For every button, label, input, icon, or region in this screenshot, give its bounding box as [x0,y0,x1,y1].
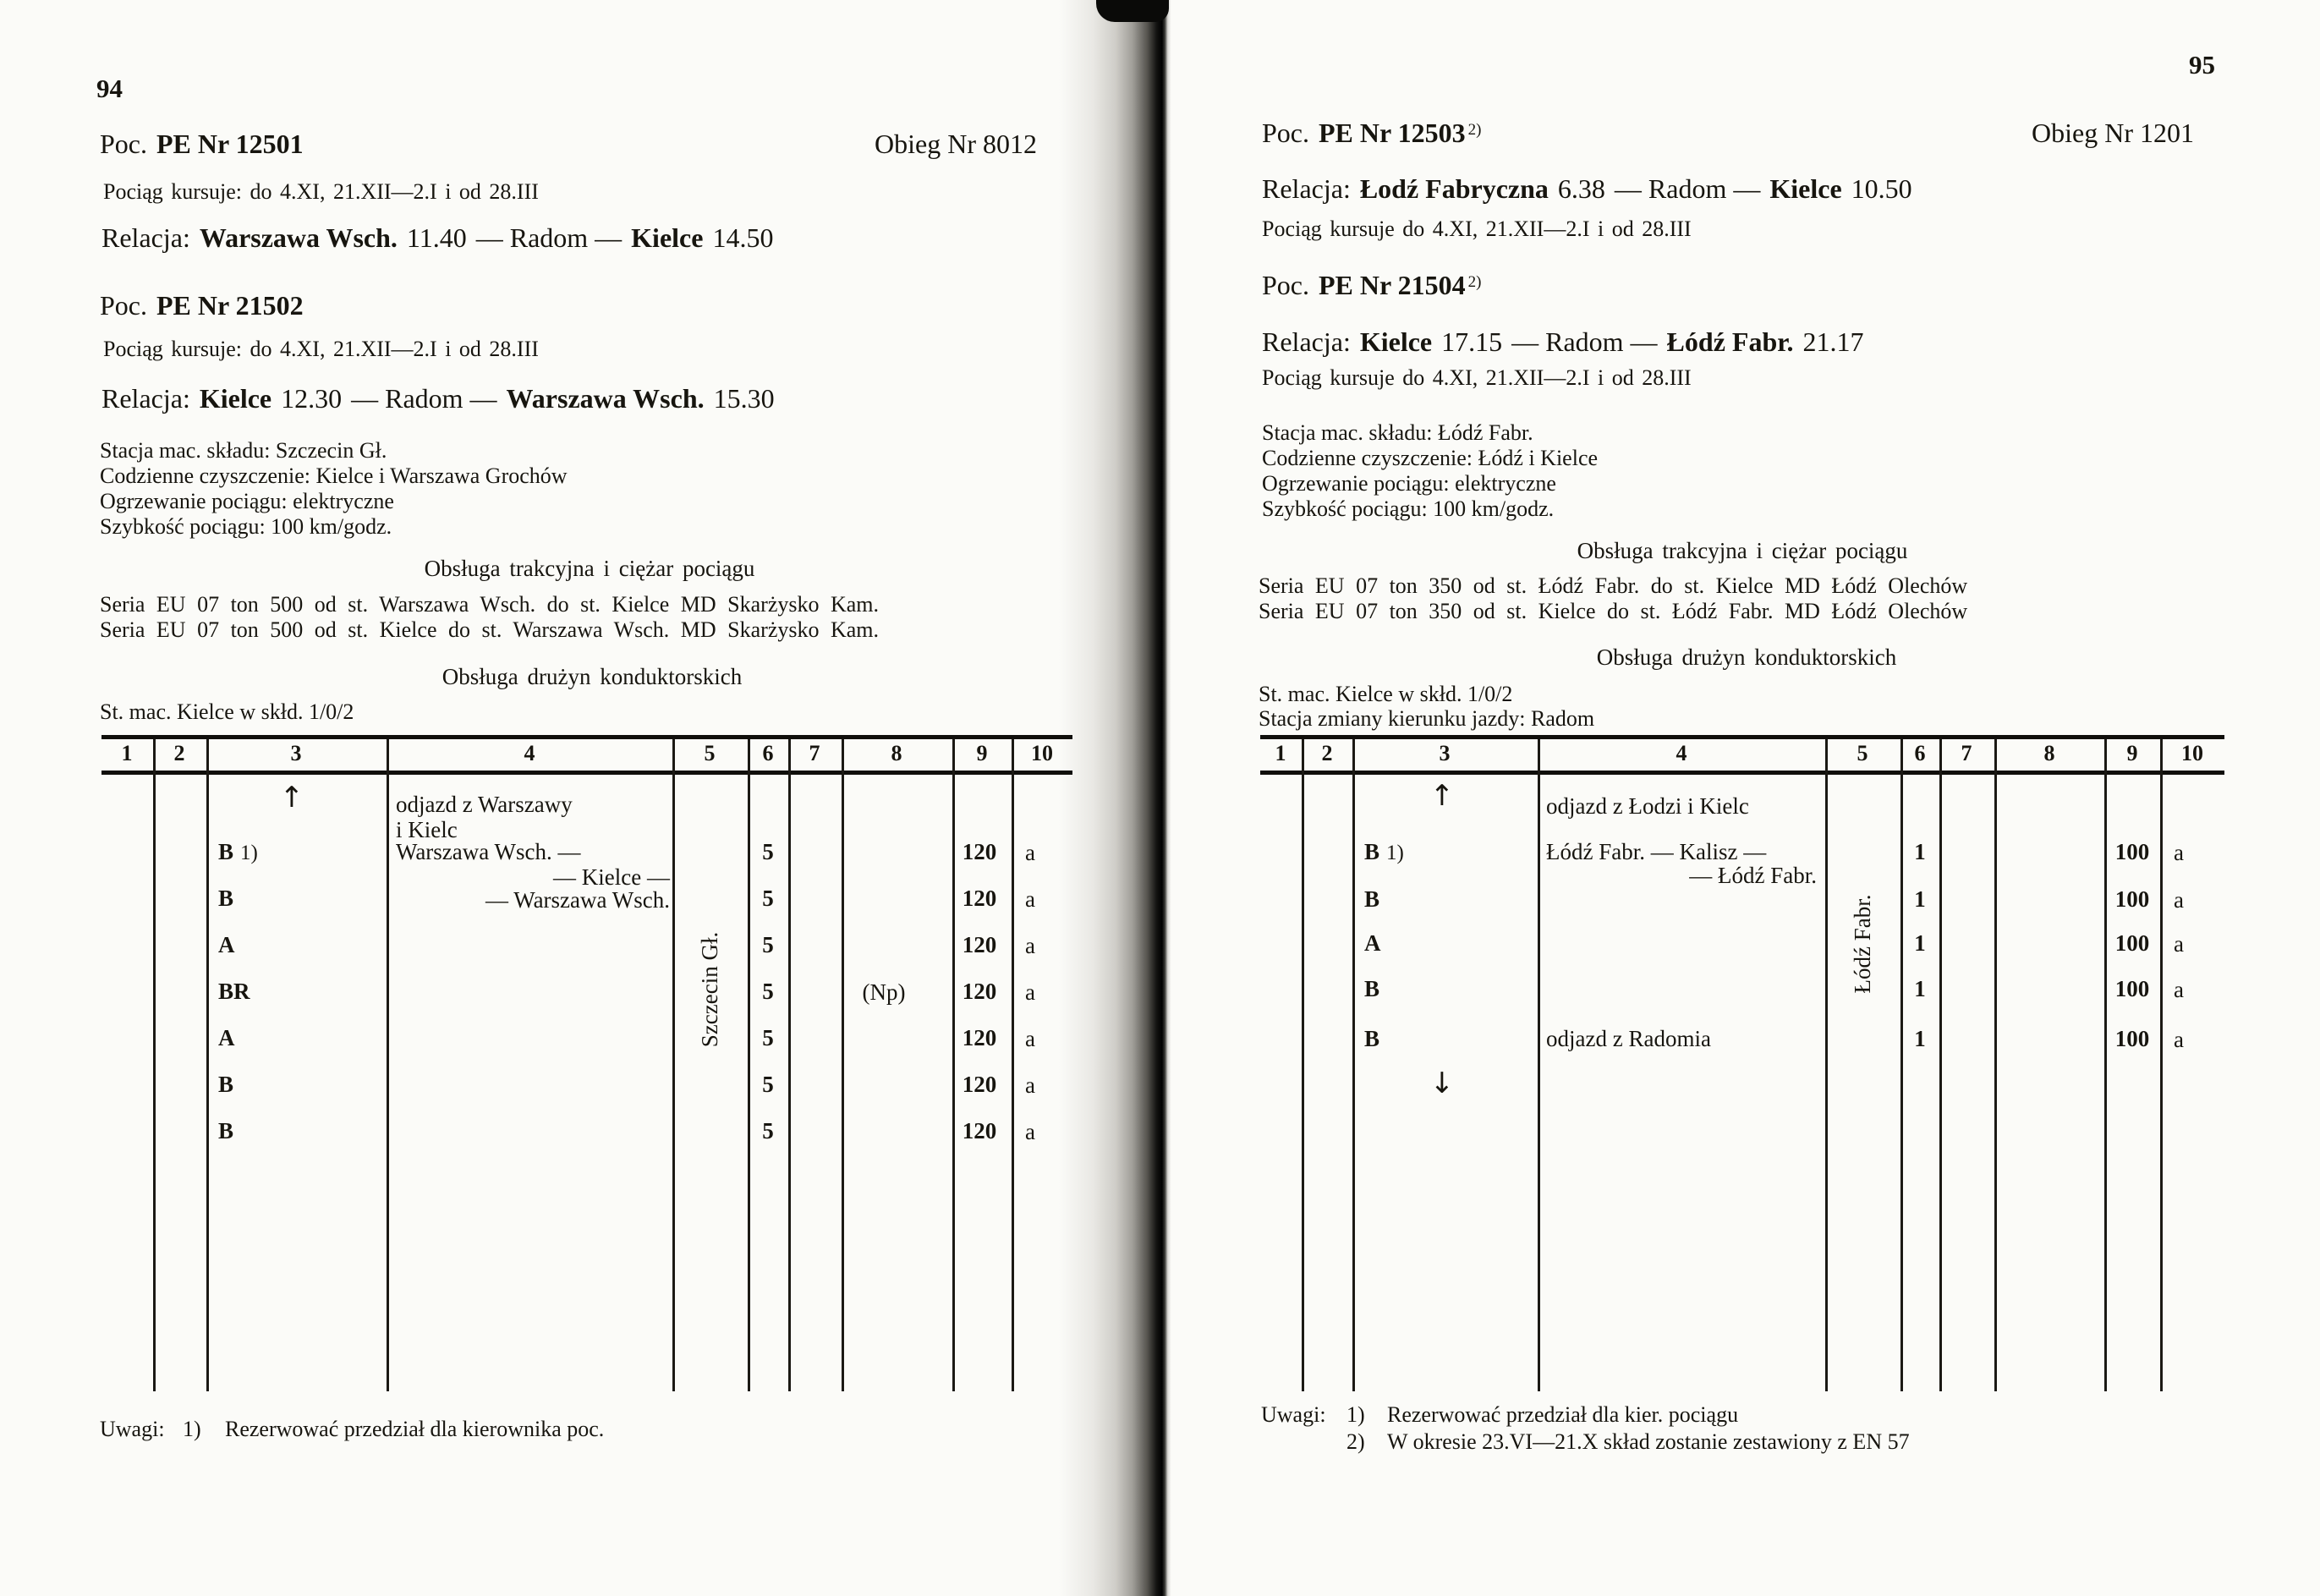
seria-line: Seria EU 07 ton 350 od st. Łódź Fabr. do st. Kielce MD Łódź Olechów [1259,573,1968,598]
uwagi-left-text1: Rezerwować przedział dla kierownika poc. [225,1417,605,1441]
column-divider [2104,739,2107,1391]
column-divider [788,739,791,1391]
formation-station-vertical: Szczecin Gł. [696,931,722,1048]
column-divider [387,739,389,1391]
col-header-6: 6 [1914,741,1926,765]
wagon-row [218,886,240,912]
route-line-21504 [1262,327,1864,358]
wagon-speed: 100 [2114,839,2150,864]
wagon-speed: 120 [962,932,997,957]
wagon-speed: 120 [962,1025,997,1050]
column-divider [672,739,675,1391]
origin-station: Kielce [199,383,272,414]
wagon-speed: 100 [2114,976,2150,1001]
col-header-3: 3 [290,741,302,765]
uwagi-left [100,1417,165,1441]
wagon-qty: 5 [762,1025,774,1050]
train-heading-21502 [100,291,304,321]
arrival-time: 10.50 [1851,173,1912,204]
arrow-up-icon: ↑ [279,781,304,814]
col-header-7: 7 [809,741,820,765]
table-top-rule-right [1260,735,2224,739]
route-line-12501 [101,223,773,254]
col-header-5: 5 [1857,741,1868,765]
page-number-right: 95 [2189,50,2215,80]
train-number: PE Nr 21502 [156,290,304,321]
wagon-type: B [218,886,234,911]
column-divider [1012,739,1014,1391]
wagon-qty: 1 [1914,839,1926,864]
wagon-type: B [218,839,234,864]
wagon-speed: 120 [962,1118,997,1144]
wagon-row [218,839,258,865]
wagon-qty: 5 [762,932,774,957]
route-line-12503 [1262,174,1912,205]
formation-station-vertical: Łódź Fabr. [1849,894,1875,994]
origin-station: Łodź Fabryczna [1359,173,1549,204]
column-divider [206,739,209,1391]
wagon-type: BR [218,979,250,1004]
route-segment-2: — Kielce — [553,864,670,890]
col-header-8: 8 [2043,741,2055,765]
wagon-row [1364,839,1404,865]
wagon-brake: a [1025,1026,1035,1051]
uwagi-right-num2: 2) [1346,1429,1365,1454]
arrow-up-icon: ↑ [1429,779,1455,813]
np-note: (Np) [862,979,906,1005]
wagon-row [218,932,242,958]
wagon-brake: a [1025,1072,1035,1098]
wagon-brake: a [1025,1119,1035,1144]
wagon-type: A [218,932,235,957]
wagon-type: B [1364,976,1380,1001]
col-header-3: 3 [1439,741,1451,765]
wagon-type: B [1364,839,1380,864]
origin-station: Warszawa Wsch. [199,222,398,253]
relacja-label: Relacja: [1262,326,1351,357]
wagon-row [1364,930,1388,957]
service-dates-21502: Pociąg kursuje: do 4.XI, 21.XII—2.I i od 28.III [103,337,539,361]
wagon-row [218,1025,242,1051]
home-station-line: Stacja mac. składu: Łódź Fabr. [1262,420,1533,445]
col-header-8: 8 [891,741,902,765]
wagon-type: B [218,1072,234,1097]
seria-line: Seria EU 07 ton 350 od st. Kielce do st. Łódź Fabr. MD Łódź Olechów [1259,599,1968,623]
wagon-speed: 120 [962,1072,997,1097]
conductor-station-left: St. mac. Kielce w skłd. 1/0/2 [100,699,354,724]
train-info-block-left [100,438,568,540]
binding-gutter-shadow [1059,0,1172,1596]
col-header-10: 10 [1031,741,1053,765]
via-station: — Radom — [351,383,497,414]
relacja-label: Relacja: [1262,173,1351,204]
wagon-brake: a [1025,933,1035,958]
departure-time: 11.40 [406,222,467,253]
section-traction-left: Obsługa trakcyjna i ciężar pociągu [424,556,755,581]
arrival-time: 15.30 [713,383,775,414]
table-header-rule-left [101,771,1072,775]
col-header-9: 9 [976,741,988,765]
uwagi-label: Uwagi: [100,1417,165,1441]
wagon-brake: a [1025,886,1035,912]
uwagi-left-num1: 1) [183,1417,201,1441]
col-header-1: 1 [1275,741,1286,765]
table-top-rule-left [101,735,1072,739]
relacja-label: Relacja: [101,222,190,253]
route-segment-1: Łódź Fabr. — Kalisz — [1546,839,1767,864]
column-divider [2160,739,2163,1391]
arrival-time: 14.50 [712,222,774,253]
locomotive-series-block-left [100,592,879,643]
footnote-ref: 2) [1467,273,1482,291]
via-station: — Radom — [475,222,623,253]
seria-line: Seria EU 07 ton 500 od st. Warszawa Wsch. do st. Kielce MD Skarżysko Kam. [100,592,880,617]
col-header-2: 2 [1321,741,1333,765]
daily-cleaning-line: Codzienne czyszczenie: Łódź i Kielce [1262,446,1599,470]
wagon-brake: a [1025,979,1035,1005]
destination-station: Warszawa Wsch. [506,383,705,414]
train-heading-12503 [1262,118,1481,149]
column-divider [1538,739,1540,1391]
departure-time: 17.15 [1441,326,1503,357]
heating-line: Ogrzewanie pociągu: elektryczne [1262,471,1556,496]
depart-note-line2: i Kielc [396,817,458,842]
wagon-qty: 1 [1914,1026,1926,1051]
uwagi-right-num1: 1) [1346,1402,1365,1427]
home-station-line: Stacja mac. składu: Szczecin Gł. [100,438,387,463]
wagon-qty: 5 [762,886,774,911]
departure-time: 6.38 [1557,173,1605,204]
wagon-type: B [218,1118,234,1144]
wagon-brake: a [2174,887,2184,913]
train-heading-21504 [1262,271,1481,301]
direction-change-station: Stacja zmiany kierunku jazdy: Radom [1259,706,1595,731]
wagon-row [218,979,257,1005]
obieg-number-right: Obieg Nr 1201 [2032,118,2194,148]
wagon-qty: 1 [1914,930,1926,956]
column-divider [1939,739,1942,1391]
wagon-speed: 100 [2114,930,2150,956]
wagon-speed: 120 [962,886,997,911]
train-number: PE Nr 21504 [1319,270,1466,300]
locomotive-series-block-right [1259,573,1967,624]
route-segment-3: — Warszawa Wsch. [485,887,670,913]
arrow-down-icon: ↓ [1429,1067,1455,1100]
column-divider [748,739,750,1391]
destination-station: Łódź Fabr. [1666,326,1794,357]
wagon-qty: 5 [762,1118,774,1144]
column-divider [1994,739,1997,1391]
wagon-type: A [1364,930,1381,956]
departure-time: 12.30 [281,383,343,414]
speed-line: Szybkość pociągu: 100 km/godz. [1262,496,1555,521]
origin-station: Kielce [1359,326,1433,357]
wagon-brake: a [1025,840,1035,865]
train-number: PE Nr 12503 [1319,118,1466,148]
radom-depart-note: odjazd z Radomia [1546,1026,1711,1051]
poc-label: Poc. [100,129,147,159]
col-header-10: 10 [2181,741,2203,765]
footnote-ref: 2) [1467,121,1482,139]
wagon-speed: 120 [962,839,997,864]
wagon-qty: 5 [762,1072,774,1097]
column-divider [842,739,844,1391]
section-traction-right: Obsługa trakcyjna i ciężar pociągu [1577,538,1908,563]
wagon-footnote-ref: 1) [240,842,258,864]
destination-station: Kielce [1769,173,1842,204]
column-divider [153,739,156,1391]
wagon-row [1364,1026,1386,1052]
wagon-speed: 100 [2114,886,2150,912]
speed-line: Szybkość pociągu: 100 km/godz. [100,514,392,539]
col-header-5: 5 [704,741,716,765]
wagon-row [1364,886,1386,913]
route-segment-2: — Łódź Fabr. [1689,863,1817,888]
wagon-qty: 1 [1914,886,1926,912]
via-station: — Radom — [1511,326,1658,357]
column-divider [1302,739,1304,1391]
relacja-label: Relacja: [101,383,190,414]
section-conductors-right: Obsługa drużyn konduktorskich [1596,644,1897,670]
col-header-9: 9 [2126,741,2138,765]
wagon-type: B [1364,1026,1380,1051]
destination-station: Kielce [631,222,704,253]
service-dates-12503: Pociąg kursuje do 4.XI, 21.XII—2.I i od 28.III [1262,217,1692,241]
depart-note: odjazd z Łodzi i Kielc [1546,793,1749,819]
poc-label: Poc. [1262,118,1309,148]
uwagi-right [1261,1402,1326,1427]
table-header-rule-right [1260,771,2224,775]
heating-line: Ogrzewanie pociągu: elektryczne [100,489,394,513]
uwagi-right-text1: Rezerwować przedział dla kier. pociągu [1387,1402,1739,1427]
col-header-2: 2 [173,741,185,765]
col-header-4: 4 [1676,741,1687,765]
col-header-1: 1 [121,741,133,765]
wagon-row [1364,976,1386,1002]
poc-label: Poc. [100,290,147,321]
wagon-row [218,1118,240,1144]
section-conductors-left: Obsługa drużyn konduktorskich [442,664,743,689]
route-segment-1: Warszawa Wsch. — [396,839,581,864]
col-header-4: 4 [524,741,535,765]
uwagi-label: Uwagi: [1261,1402,1326,1427]
obieg-number-left: Obieg Nr 8012 [875,129,1037,159]
wagon-speed: 100 [2114,1026,2150,1051]
wagon-qty: 5 [762,839,774,864]
service-dates-12501: Pociąg kursuje: do 4.XI, 21.XII—2.I i od 28.III [103,179,539,204]
conductor-station-right: St. mac. Kielce w skłd. 1/0/2 [1259,682,1513,706]
wagon-brake: a [2174,931,2184,957]
train-heading-12501 [100,129,304,160]
arrival-time: 21.17 [1802,326,1864,357]
wagon-speed: 120 [962,979,997,1004]
train-info-block-right [1262,420,1598,522]
binding-shadow-top [1096,0,1169,22]
column-divider [1352,739,1355,1391]
wagon-footnote-ref: 1) [1386,842,1404,864]
wagon-type: A [218,1025,235,1050]
wagon-qty: 1 [1914,976,1926,1001]
wagon-brake: a [2174,840,2184,865]
depart-note-line1: odjazd z Warszawy [396,792,573,817]
wagon-brake: a [2174,1027,2184,1052]
wagon-qty: 5 [762,979,774,1004]
col-header-7: 7 [1961,741,1972,765]
column-divider [1900,739,1903,1391]
poc-label: Poc. [1262,270,1309,300]
wagon-row [218,1072,240,1098]
seria-line: Seria EU 07 ton 500 od st. Kielce do st. Warszawa Wsch. MD Skarżysko Kam. [100,617,880,642]
col-header-6: 6 [762,741,774,765]
wagon-brake: a [2174,977,2184,1002]
wagon-type: B [1364,886,1380,912]
train-number: PE Nr 12501 [156,129,304,159]
service-dates-21504: Pociąg kursuje do 4.XI, 21.XII—2.I i od 28.III [1262,365,1692,390]
uwagi-right-text2: W okresie 23.VI—21.X skład zostanie zestawiony z EN 57 [1387,1429,1910,1454]
route-line-21502 [101,384,775,414]
via-station: — Radom — [1614,173,1761,204]
page-number-left: 94 [96,74,123,103]
column-divider [1825,739,1828,1391]
column-divider [952,739,955,1391]
daily-cleaning-line: Codzienne czyszczenie: Kielce i Warszawa Grochów [100,463,568,488]
